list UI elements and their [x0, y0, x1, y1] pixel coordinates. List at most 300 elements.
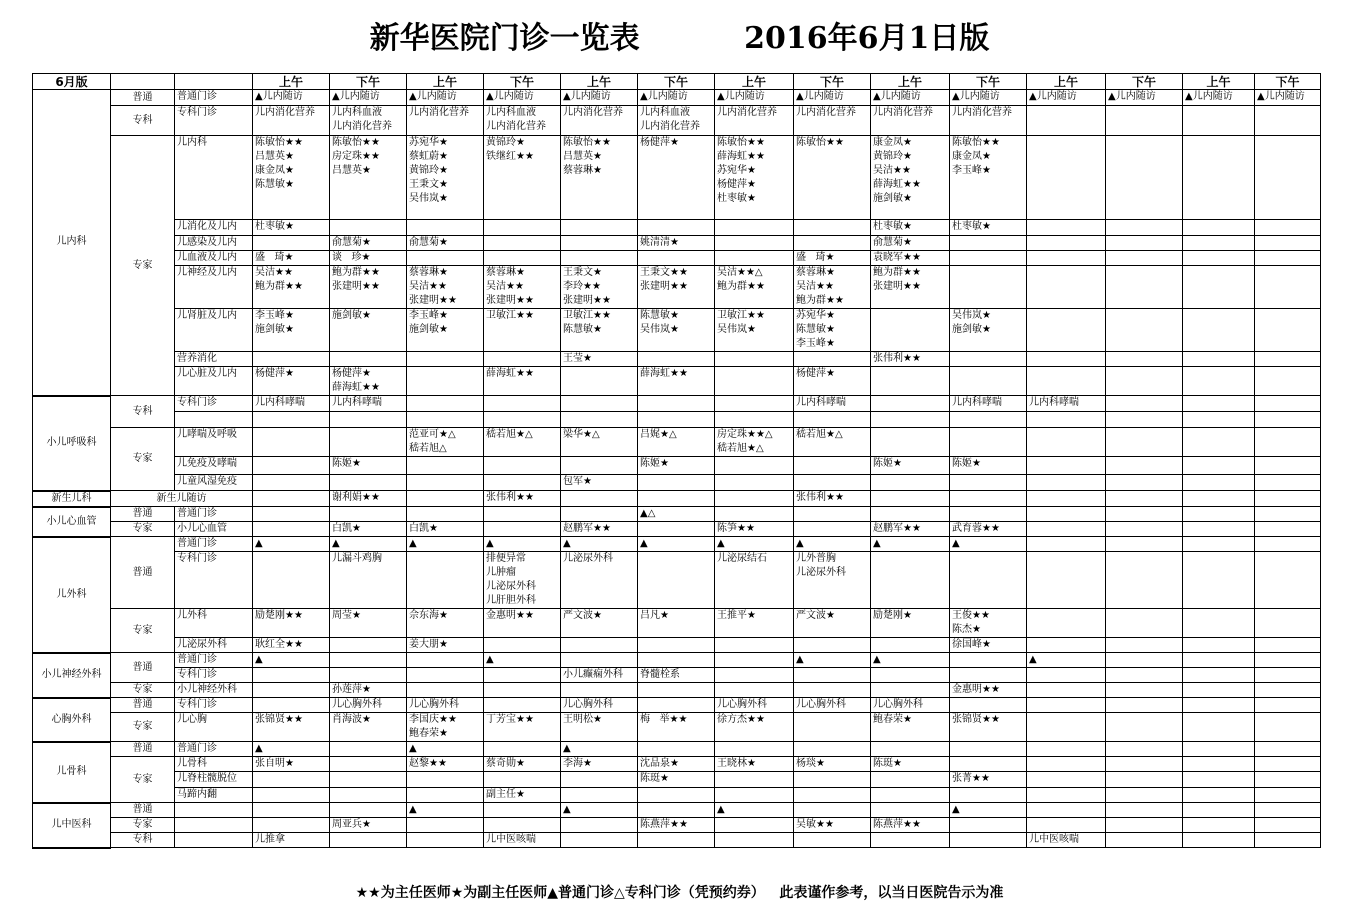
slot-cell [715, 668, 794, 683]
slot-cell [638, 742, 715, 757]
slot-cell: ▲ [1027, 653, 1106, 668]
slot-cell [1255, 788, 1321, 803]
clinic-cell [175, 818, 253, 833]
department-cell: 儿内科 [33, 90, 111, 396]
slot-cell [1255, 220, 1321, 236]
slot-cell: 金惠明★★ [484, 609, 561, 638]
slot-cell [330, 507, 407, 522]
slot-cell [1183, 251, 1255, 266]
clinic-cell: 普通门诊 [175, 653, 253, 668]
slot-cell [871, 668, 950, 683]
slot-cell [1255, 537, 1321, 552]
slot-cell [1183, 537, 1255, 552]
slot-cell [484, 396, 561, 412]
clinic-cell: 专科门诊 [175, 396, 253, 412]
header-row [33, 74, 1321, 90]
category-cell: 专家 [111, 428, 175, 491]
slot-cell [1027, 475, 1106, 491]
slot-cell [1255, 136, 1321, 220]
slot-cell [715, 251, 794, 266]
slot-cell [1106, 757, 1183, 772]
slot-cell [1183, 668, 1255, 683]
slot-cell [407, 668, 484, 683]
slot-cell [638, 833, 715, 848]
slot-cell [1027, 742, 1106, 757]
slot-cell: 吕凡★ [638, 609, 715, 638]
slot-cell [407, 772, 484, 788]
slot-cell [1106, 106, 1183, 136]
slot-cell: 张自明★ [253, 757, 330, 772]
slot-cell [794, 668, 871, 683]
slot-cell: 儿内科哮喘 [794, 396, 871, 412]
slot-cell: 嵇若旭★△ [484, 428, 561, 457]
header-cell: 下午 [794, 74, 871, 90]
slot-cell [1106, 396, 1183, 412]
slot-cell: 张锦贤★★ [950, 713, 1027, 742]
slot-cell: ▲儿内随访 [794, 90, 871, 106]
slot-cell: ▲ [407, 803, 484, 818]
clinic-cell [175, 833, 253, 848]
slot-cell [561, 220, 638, 236]
slot-cell [638, 653, 715, 668]
slot-cell [484, 683, 561, 698]
header-cell: 上午 [1027, 74, 1106, 90]
slot-cell [330, 757, 407, 772]
slot-cell [871, 367, 950, 396]
slot-cell: ▲ [253, 653, 330, 668]
slot-cell: 儿外普胸 儿泌尿外科 [794, 552, 871, 609]
slot-cell: 儿推拿 [253, 833, 330, 848]
slot-cell: ▲ [484, 653, 561, 668]
slot-cell: 沈品泉★ [638, 757, 715, 772]
department-cell: 小儿心血管 [33, 507, 111, 537]
schedule-row [33, 475, 1321, 491]
slot-cell: 吴伟岚★ 施剑敏★ [950, 309, 1027, 352]
slot-cell: 梁华★△ [561, 428, 638, 457]
slot-cell [950, 698, 1027, 713]
slot-cell: 杜枣敏★ [871, 220, 950, 236]
slot-cell: ▲ [561, 803, 638, 818]
schedule-row [33, 106, 1321, 136]
slot-cell [638, 251, 715, 266]
schedule-row [33, 428, 1321, 457]
slot-cell [1183, 309, 1255, 352]
schedule-row [33, 309, 1321, 352]
slot-cell [794, 457, 871, 475]
slot-cell: 孙莲萍★ [330, 683, 407, 698]
slot-cell: ▲儿内随访 [638, 90, 715, 106]
slot-cell [1106, 367, 1183, 396]
slot-cell [561, 788, 638, 803]
slot-cell: 儿中医咳喘 [484, 833, 561, 848]
slot-cell [253, 818, 330, 833]
header-cell: 下午 [950, 74, 1027, 90]
slot-cell: ▲ [871, 653, 950, 668]
category-cell: 专家 [111, 757, 175, 803]
slot-cell: 儿内消化营养 [561, 106, 638, 136]
schedule-row [33, 412, 1321, 428]
slot-cell: 白凯★ [407, 522, 484, 537]
slot-cell [715, 396, 794, 412]
slot-cell [1027, 522, 1106, 537]
slot-cell: 鲍为群★★ 张建明★★ [871, 266, 950, 309]
slot-cell [330, 220, 407, 236]
category-cell: 新生儿随访 [111, 491, 253, 507]
slot-cell [715, 457, 794, 475]
slot-cell: 耿红全★★ [253, 638, 330, 653]
slot-cell [1027, 803, 1106, 818]
clinic-cell [175, 803, 253, 818]
category-cell: 专科 [111, 396, 175, 428]
category-cell: 普通 [111, 507, 175, 522]
slot-cell: 袁晓军★★ [871, 251, 950, 266]
slot-cell: 儿心胸外科 [561, 698, 638, 713]
slot-cell [253, 698, 330, 713]
slot-cell [1106, 683, 1183, 698]
slot-cell [1255, 428, 1321, 457]
slot-cell: 王秉文★ 李玲★★ 张建明★★ [561, 266, 638, 309]
clinic-cell: 营养消化 [175, 352, 253, 367]
slot-cell [1183, 507, 1255, 522]
slot-cell [407, 251, 484, 266]
slot-cell: 白凯★ [330, 522, 407, 537]
slot-cell [484, 818, 561, 833]
slot-cell: 嵇若旭★△ [794, 428, 871, 457]
slot-cell: 包军★ [561, 475, 638, 491]
slot-cell: ▲ [407, 537, 484, 552]
slot-cell [1106, 698, 1183, 713]
slot-cell [1027, 638, 1106, 653]
slot-cell [1255, 457, 1321, 475]
slot-cell [407, 653, 484, 668]
slot-cell [794, 788, 871, 803]
slot-cell: 张锦贤★★ [253, 713, 330, 742]
slot-cell: 薛海虹★★ [484, 367, 561, 396]
slot-cell [950, 251, 1027, 266]
slot-cell [1027, 220, 1106, 236]
category-cell: 专家 [111, 136, 175, 396]
header-cell: 下午 [330, 74, 407, 90]
slot-cell [950, 266, 1027, 309]
slot-cell [715, 507, 794, 522]
slot-cell [1106, 491, 1183, 507]
slot-cell [1183, 491, 1255, 507]
slot-cell: 金惠明★★ [950, 683, 1027, 698]
slot-cell [871, 507, 950, 522]
slot-cell: 陈珽★ [638, 772, 715, 788]
slot-cell [330, 638, 407, 653]
slot-cell [1106, 609, 1183, 638]
schedule-row [33, 833, 1321, 848]
slot-cell: 徐国峰★ [950, 638, 1027, 653]
slot-cell [407, 818, 484, 833]
slot-cell [794, 352, 871, 367]
slot-cell: 励楚刚★★ [253, 609, 330, 638]
slot-cell [407, 491, 484, 507]
slot-cell [1027, 818, 1106, 833]
slot-cell [1255, 803, 1321, 818]
slot-cell: ▲儿内随访 [330, 90, 407, 106]
slot-cell [484, 772, 561, 788]
clinic-cell: 小儿心血管 [175, 522, 253, 537]
header-cell: 上午 [253, 74, 330, 90]
slot-cell [1027, 668, 1106, 683]
slot-cell: 陈敏怡★★ 薛海虹★★ 苏宛华★ 杨健萍★ 杜枣敏★ [715, 136, 794, 220]
slot-cell: 武育蓉★★ [950, 522, 1027, 537]
slot-cell [1183, 788, 1255, 803]
slot-cell [1027, 457, 1106, 475]
slot-cell: 吴洁★★ 鲍为群★★ [253, 266, 330, 309]
slot-cell: 排便异常 儿肿瘤 儿泌尿外科 儿肝胆外科 [484, 552, 561, 609]
department-cell: 小儿呼吸科 [33, 396, 111, 491]
slot-cell [1255, 396, 1321, 412]
header-cell [175, 74, 253, 90]
schedule-row [33, 788, 1321, 803]
slot-cell [1183, 803, 1255, 818]
slot-cell: 儿心胸外科 [871, 698, 950, 713]
slot-cell [1106, 136, 1183, 220]
slot-cell [1106, 428, 1183, 457]
slot-cell [407, 412, 484, 428]
slot-cell [1255, 638, 1321, 653]
category-cell: 专科 [111, 106, 175, 136]
slot-cell: ▲ [330, 537, 407, 552]
slot-cell [1183, 609, 1255, 638]
slot-cell: 儿内消化营养 [253, 106, 330, 136]
category-cell: 专家 [111, 522, 175, 537]
slot-cell: 儿心胸外科 [715, 698, 794, 713]
slot-cell [794, 507, 871, 522]
schedule-row [33, 609, 1321, 638]
category-cell: 普通 [111, 537, 175, 609]
slot-cell [484, 251, 561, 266]
slot-cell [561, 412, 638, 428]
header-cell: 下午 [484, 74, 561, 90]
slot-cell: 陈敏怡★★ 房定珠★★ 吕慧英★ [330, 136, 407, 220]
slot-cell: 张伟利★★ [871, 352, 950, 367]
slot-cell [561, 507, 638, 522]
legend-note: ★★为主任医师★为副主任医师▲普通门诊△专科门诊（凭预约券） 此表谨作参考，以当日医院告示为准 [355, 885, 1004, 901]
slot-cell [484, 236, 561, 251]
slot-cell [1255, 475, 1321, 491]
slot-cell [638, 396, 715, 412]
slot-cell: 儿内消化营养 [794, 106, 871, 136]
slot-cell: 儿内消化营养 [407, 106, 484, 136]
slot-cell: 儿内消化营养 [715, 106, 794, 136]
slot-cell: 张伟利★★ [484, 491, 561, 507]
slot-cell: ▲ [407, 742, 484, 757]
slot-cell: 俞慧菊★ [330, 236, 407, 251]
slot-cell: 陈燕萍★★ [638, 818, 715, 833]
schedule-row [33, 772, 1321, 788]
clinic-cell: 儿血液及儿内 [175, 251, 253, 266]
slot-cell: 赵黎★★ [407, 757, 484, 772]
slot-cell [484, 475, 561, 491]
schedule-row [33, 352, 1321, 367]
slot-cell: 儿心胸外科 [794, 698, 871, 713]
slot-cell [407, 352, 484, 367]
slot-cell [794, 742, 871, 757]
slot-cell [950, 491, 1027, 507]
slot-cell: 苏宛华★ 陈慧敏★ 李玉峰★ [794, 309, 871, 352]
slot-cell [1106, 833, 1183, 848]
slot-cell [1106, 788, 1183, 803]
slot-cell [950, 653, 1027, 668]
schedule-row [33, 507, 1321, 522]
slot-cell [1027, 309, 1106, 352]
slot-cell: 儿内消化营养 [950, 106, 1027, 136]
slot-cell: 盛 琦★ [794, 251, 871, 266]
slot-cell [407, 457, 484, 475]
slot-cell [871, 772, 950, 788]
slot-cell: 小儿癫痫外科 [561, 668, 638, 683]
slot-cell: 薛海虹★★ [638, 367, 715, 396]
slot-cell: 吴洁★★△ 鲍为群★★ [715, 266, 794, 309]
slot-cell [330, 742, 407, 757]
slot-cell [253, 457, 330, 475]
slot-cell: ▲儿内随访 [484, 90, 561, 106]
slot-cell [1183, 220, 1255, 236]
slot-cell [1255, 309, 1321, 352]
clinic-cell: 普通门诊 [175, 537, 253, 552]
slot-cell: 吕娓★△ [638, 428, 715, 457]
slot-cell [1183, 638, 1255, 653]
slot-cell: 俞慧菊★ [871, 236, 950, 251]
slot-cell: 黄锦玲★ 铁继红★★ [484, 136, 561, 220]
schedule-row [33, 457, 1321, 475]
slot-cell: 陈笋★★ [715, 522, 794, 537]
slot-cell: ▲儿内随访 [253, 90, 330, 106]
slot-cell [1255, 251, 1321, 266]
slot-cell [1027, 757, 1106, 772]
slot-cell [1027, 713, 1106, 742]
slot-cell [1255, 266, 1321, 309]
schedule-row [33, 668, 1321, 683]
slot-cell [1255, 653, 1321, 668]
schedule-row [33, 90, 1321, 106]
slot-cell [561, 653, 638, 668]
category-cell: 专家 [111, 609, 175, 653]
slot-cell [1106, 507, 1183, 522]
slot-cell [1106, 772, 1183, 788]
schedule-row [33, 236, 1321, 251]
slot-cell [1183, 742, 1255, 757]
slot-cell [1106, 266, 1183, 309]
slot-cell [253, 803, 330, 818]
slot-cell: 俞慧菊★ [407, 236, 484, 251]
slot-cell [1106, 522, 1183, 537]
clinic-cell: 普通门诊 [175, 90, 253, 106]
slot-cell: ▲ [715, 537, 794, 552]
slot-cell [253, 428, 330, 457]
slot-cell: 儿内科哮喘 [950, 396, 1027, 412]
slot-cell [407, 475, 484, 491]
slot-cell [950, 428, 1027, 457]
slot-cell [484, 803, 561, 818]
slot-cell [1183, 653, 1255, 668]
slot-cell [1106, 352, 1183, 367]
category-cell: 专家 [111, 713, 175, 742]
slot-cell: ▲ [950, 537, 1027, 552]
header-cell: 上午 [1183, 74, 1255, 90]
slot-cell: ▲ [561, 742, 638, 757]
schedule-row [33, 136, 1321, 220]
slot-cell [1106, 742, 1183, 757]
slot-cell [794, 475, 871, 491]
slot-cell [1183, 522, 1255, 537]
slot-cell: 儿内消化营养 [871, 106, 950, 136]
slot-cell: ▲ [484, 537, 561, 552]
slot-cell: 严文波★ [794, 609, 871, 638]
schedule-row [33, 396, 1321, 412]
slot-cell [561, 251, 638, 266]
slot-cell: 陈敏怡★★ 康金凤★ 李玉峰★ [950, 136, 1027, 220]
slot-cell: 励楚刚★ [871, 609, 950, 638]
slot-cell: ▲儿内随访 [1183, 90, 1255, 106]
slot-cell [330, 833, 407, 848]
slot-cell: 蔡奇勋★ [484, 757, 561, 772]
slot-cell: 陈燕萍★★ [871, 818, 950, 833]
slot-cell [330, 653, 407, 668]
slot-cell [1106, 653, 1183, 668]
slot-cell [407, 507, 484, 522]
slot-cell: 陈敏怡★★ [794, 136, 871, 220]
slot-cell [871, 412, 950, 428]
slot-cell [1255, 698, 1321, 713]
slot-cell [1183, 457, 1255, 475]
slot-cell: 范亚可★△ 嵇若旭△ [407, 428, 484, 457]
slot-cell [1106, 475, 1183, 491]
slot-cell: ▲△ [638, 507, 715, 522]
slot-cell: 姚清清★ [638, 236, 715, 251]
slot-cell [1255, 236, 1321, 251]
slot-cell [1183, 757, 1255, 772]
category-cell: 普通 [111, 653, 175, 683]
slot-cell [950, 818, 1027, 833]
clinic-cell: 儿童风湿免疫 [175, 475, 253, 491]
slot-cell [1183, 833, 1255, 848]
slot-cell: 蔡蓉琳★ 吴洁★★ 张建明★★ [484, 266, 561, 309]
slot-cell: 康金凤★ 黄锦玲★ 吴洁★★ 薛海虹★★ 施剑敏★ [871, 136, 950, 220]
slot-cell: 陈姬★ [950, 457, 1027, 475]
slot-cell [1255, 757, 1321, 772]
slot-cell: ▲ [561, 537, 638, 552]
slot-cell [484, 507, 561, 522]
slot-cell [871, 309, 950, 352]
schedule-row [33, 266, 1321, 309]
slot-cell: 陈姬★ [638, 457, 715, 475]
header-cell: 6月版 [33, 74, 111, 90]
slot-cell [330, 772, 407, 788]
slot-cell [794, 220, 871, 236]
slot-cell: 儿漏斗鸡胸 [330, 552, 407, 609]
slot-cell [484, 352, 561, 367]
slot-cell: 杨健萍★ [638, 136, 715, 220]
slot-cell [1106, 552, 1183, 609]
schedule-row [33, 220, 1321, 236]
slot-cell [1183, 552, 1255, 609]
slot-cell [330, 803, 407, 818]
slot-cell [1183, 683, 1255, 698]
slot-cell [253, 236, 330, 251]
category-cell: 普通 [111, 742, 175, 757]
slot-cell [1027, 106, 1106, 136]
slot-cell [1183, 818, 1255, 833]
slot-cell: 卫敏江★★ 陈慧敏★ [561, 309, 638, 352]
slot-cell: 儿泌尿外科 [561, 552, 638, 609]
slot-cell: 赵鹏军★★ [561, 522, 638, 537]
clinic-cell: 专科门诊 [175, 552, 253, 609]
